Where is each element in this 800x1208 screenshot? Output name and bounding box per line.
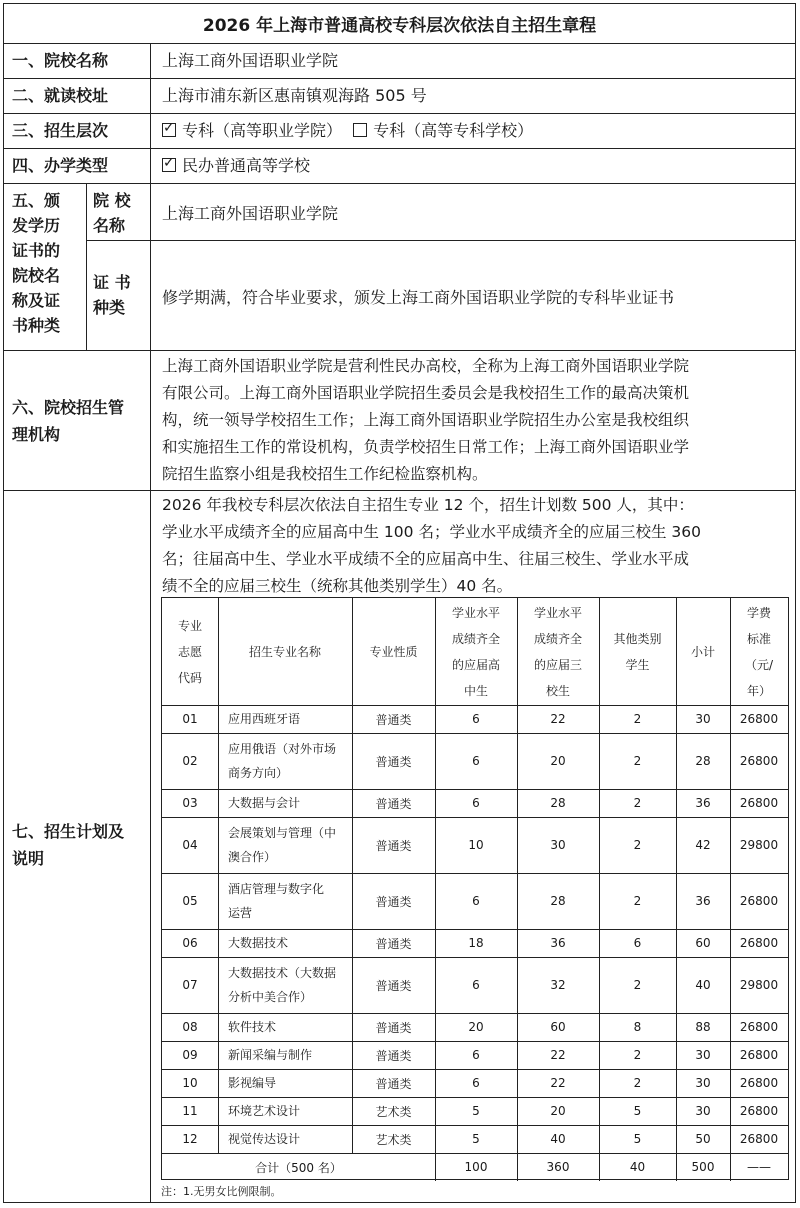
cell-code: 10 xyxy=(182,1076,198,1090)
cell-subtotal: 50 xyxy=(695,1132,711,1146)
cell-fee: 29800 xyxy=(739,978,779,992)
cell-subtotal: 28 xyxy=(695,754,711,768)
plan-intro: 2026 年我校专科层次依法自主招生专业 12 个，招生计划数 500 人，其中： 学业水平成绩齐全的应届高中生 100 名；学业水平成绩齐全的应届三校生 360 名；往届高中生、学业水平成绩不全的应届高中生、往届三校生、学业水平成 绩不全的应届三校生（统称其他类别学生）40 名。 xyxy=(162,496,701,595)
cell-other: 2 xyxy=(633,978,642,992)
type-option[interactable]: ✓ 民办普通高等学校 xyxy=(162,154,310,178)
cell-nature: 普通类 xyxy=(375,1048,412,1063)
cell-code: 04 xyxy=(182,838,198,852)
cell-fee: 26800 xyxy=(739,796,779,810)
cell-fee: 29800 xyxy=(739,838,779,852)
table-note: 注：1.无男女比例限制。 xyxy=(161,1185,282,1198)
school-name-value: 上海工商外国语职业学院 xyxy=(162,51,339,70)
cell-threeschool: 40 xyxy=(550,1132,566,1146)
cell-code: 12 xyxy=(182,1132,198,1146)
level-option[interactable]: ✓ 专科（高等职业学院） xyxy=(162,121,342,140)
cell-code: 08 xyxy=(182,1020,198,1034)
cell-fee: 26800 xyxy=(739,894,779,908)
row-divider xyxy=(86,240,796,241)
address-label: 二、就读校址 xyxy=(12,86,109,105)
column-divider xyxy=(150,43,151,1203)
cell-subtotal: 36 xyxy=(695,894,711,908)
header-highschool: 学业水平 成绩齐全 的应届高 中生 xyxy=(451,605,500,698)
cell-major: 大数据技术 xyxy=(228,936,289,950)
cell-threeschool: 28 xyxy=(550,796,566,810)
cell-threeschool: 22 xyxy=(550,1076,566,1090)
cell-threeschool: 20 xyxy=(550,1104,566,1118)
cell-major: 视觉传达设计 xyxy=(228,1132,301,1146)
cell-nature: 普通类 xyxy=(375,754,412,769)
cell-fee: 26800 xyxy=(739,1020,779,1034)
cell-other: 2 xyxy=(633,838,642,852)
cell-code: 01 xyxy=(182,712,198,726)
cell-threeschool: 30 xyxy=(550,838,566,852)
cell-code: 02 xyxy=(182,754,198,768)
row-divider xyxy=(3,183,796,184)
cell-other: 5 xyxy=(633,1104,642,1118)
header-other: 其他类别 学生 xyxy=(613,631,662,672)
header-major: 招生专业名称 xyxy=(248,644,321,659)
cell-subtotal: 42 xyxy=(695,838,711,852)
cell-other: 2 xyxy=(633,754,642,768)
header-code: 专业 志愿 代码 xyxy=(177,618,202,685)
cell-major: 环境艺术设计 xyxy=(228,1104,301,1118)
cell-code: 03 xyxy=(182,796,198,810)
plan-label: 七、招生计划及 说明 xyxy=(12,822,125,868)
row-divider xyxy=(3,78,796,79)
cell-other: 2 xyxy=(633,1076,642,1090)
cell-other: 2 xyxy=(633,796,642,810)
cell-subtotal: 30 xyxy=(695,712,711,726)
cell-subtotal: 30 xyxy=(695,1076,711,1090)
total-subtotal: 500 xyxy=(691,1160,715,1174)
row-divider xyxy=(3,113,796,114)
cell-fee: 26800 xyxy=(739,1132,779,1146)
row-divider xyxy=(3,148,796,149)
type-label: 四、办学类型 xyxy=(12,156,109,175)
cell-code: 06 xyxy=(182,936,198,950)
cell-highschool: 6 xyxy=(472,796,480,810)
certificate-school-label: 院 校 名称 xyxy=(93,191,131,235)
cell-nature: 普通类 xyxy=(375,978,412,993)
cell-nature: 普通类 xyxy=(375,1076,412,1091)
cell-highschool: 20 xyxy=(468,1020,484,1034)
row-divider xyxy=(3,490,796,491)
cell-subtotal: 30 xyxy=(695,1104,711,1118)
cell-threeschool: 60 xyxy=(550,1020,566,1034)
level-option[interactable]: 专科（高等专科学校） xyxy=(353,121,533,140)
management-text: 上海工商外国语职业学院是营利性民办高校，全称为上海工商外国语职业学院 有限公司。上海工商外国语职业学院招生委员会是我校招生工作的最高决策机 构，统一领导学校招生工作；上海工商外国语职业学院招生办公室是我校组织 和实施招生工作的常设机构，负责学校招生日常工作；上海工商外国语职业学 院招生监察小组是我校招生工作纪检监察机构。 xyxy=(162,357,690,483)
cell-nature: 艺术类 xyxy=(375,1132,412,1147)
header-nature: 专业性质 xyxy=(369,644,418,659)
total-highschool: 100 xyxy=(464,1160,488,1174)
cell-subtotal: 40 xyxy=(695,978,711,992)
cell-major: 大数据与会计 xyxy=(228,796,301,810)
column-divider xyxy=(86,183,87,350)
certificate-type-value: 修学期满，符合毕业要求，颁发上海工商外国语职业学院的专科毕业证书 xyxy=(162,288,675,307)
cell-major: 应用俄语（对外市场 商务方向） xyxy=(228,742,337,780)
cell-highschool: 18 xyxy=(468,936,484,950)
checkbox-checked-icon[interactable] xyxy=(162,158,176,172)
page-title: 2026 年上海市普通高校专科层次依法自主招生章程 xyxy=(4,4,795,44)
header-subtotal: 小计 xyxy=(690,644,715,659)
cell-highschool: 6 xyxy=(472,712,480,726)
cell-threeschool: 28 xyxy=(550,894,566,908)
cell-fee: 26800 xyxy=(739,712,779,726)
cell-highschool: 6 xyxy=(472,978,480,992)
cell-nature: 普通类 xyxy=(375,936,412,951)
cell-major: 软件技术 xyxy=(228,1020,277,1034)
cell-major: 应用西班牙语 xyxy=(228,712,301,726)
cell-threeschool: 22 xyxy=(550,1048,566,1062)
checkbox-checked-icon[interactable] xyxy=(162,123,176,137)
header-fee: 学费 标准 （元/ 年） xyxy=(744,605,774,698)
cell-nature: 普通类 xyxy=(375,712,412,727)
cell-other: 8 xyxy=(633,1020,642,1034)
cell-fee: 26800 xyxy=(739,1104,779,1118)
cell-threeschool: 32 xyxy=(550,978,566,992)
cell-nature: 普通类 xyxy=(375,838,412,853)
cell-fee: 26800 xyxy=(739,754,779,768)
cell-subtotal: 60 xyxy=(695,936,711,950)
cell-highschool: 10 xyxy=(468,838,484,852)
cell-nature: 普通类 xyxy=(375,894,412,909)
cell-threeschool: 36 xyxy=(550,936,566,950)
school-name-label: 一、院校名称 xyxy=(12,51,109,70)
cell-code: 07 xyxy=(182,978,198,992)
cell-code: 11 xyxy=(182,1104,198,1118)
cell-fee: 26800 xyxy=(739,936,779,950)
header-threeschool: 学业水平 成绩齐全 的应届三 校生 xyxy=(533,605,582,698)
cell-other: 2 xyxy=(633,894,642,908)
row-divider xyxy=(3,350,796,351)
total-threeschool: 360 xyxy=(546,1160,570,1174)
cell-subtotal: 30 xyxy=(695,1048,711,1062)
cell-highschool: 5 xyxy=(472,1104,480,1118)
enrollment-plan-table xyxy=(161,597,789,1180)
cell-highschool: 6 xyxy=(472,1048,480,1062)
cell-nature: 艺术类 xyxy=(375,1104,412,1119)
total-fee: —— xyxy=(747,1160,771,1174)
cell-nature: 普通类 xyxy=(375,1020,412,1035)
address-value: 上海市浦东新区惠南镇观海路 505 号 xyxy=(162,86,427,105)
cell-fee: 26800 xyxy=(739,1048,779,1062)
cell-highschool: 5 xyxy=(472,1132,480,1146)
cell-nature: 普通类 xyxy=(375,796,412,811)
cell-major: 新闻采编与制作 xyxy=(228,1048,313,1062)
certificate-type-label: 证 书 种类 xyxy=(93,273,131,317)
management-label: 六、院校招生管 理机构 xyxy=(12,398,125,444)
cell-major: 酒店管理与数字化 运营 xyxy=(228,882,325,920)
cell-other: 2 xyxy=(633,1048,642,1062)
cell-subtotal: 88 xyxy=(695,1020,711,1034)
cell-major: 影视编导 xyxy=(228,1076,277,1090)
cell-other: 5 xyxy=(633,1132,642,1146)
total-other: 40 xyxy=(629,1160,646,1174)
cell-highschool: 6 xyxy=(472,1076,480,1090)
certificate-label: 五、颁 发学历 证书的 院校名 称及证 书种类 xyxy=(12,191,61,335)
cell-code: 09 xyxy=(182,1048,198,1062)
cell-fee: 26800 xyxy=(739,1076,779,1090)
cell-threeschool: 22 xyxy=(550,712,566,726)
cell-code: 05 xyxy=(182,894,198,908)
cell-other: 2 xyxy=(633,712,642,726)
cell-subtotal: 36 xyxy=(695,796,711,810)
cell-highschool: 6 xyxy=(472,894,480,908)
level-options xyxy=(162,119,533,143)
cell-major: 会展策划与管理（中 澳合作） xyxy=(228,826,337,864)
total-label: 合计（500 名） xyxy=(255,1160,342,1175)
cell-other: 6 xyxy=(633,936,642,950)
cell-threeschool: 20 xyxy=(550,754,566,768)
cell-highschool: 6 xyxy=(472,754,480,768)
certificate-school-value: 上海工商外国语职业学院 xyxy=(162,204,339,223)
cell-major: 大数据技术（大数据 分析中美合作） xyxy=(228,966,337,1004)
level-label: 三、招生层次 xyxy=(12,121,109,140)
checkbox-empty-icon[interactable] xyxy=(353,123,367,137)
